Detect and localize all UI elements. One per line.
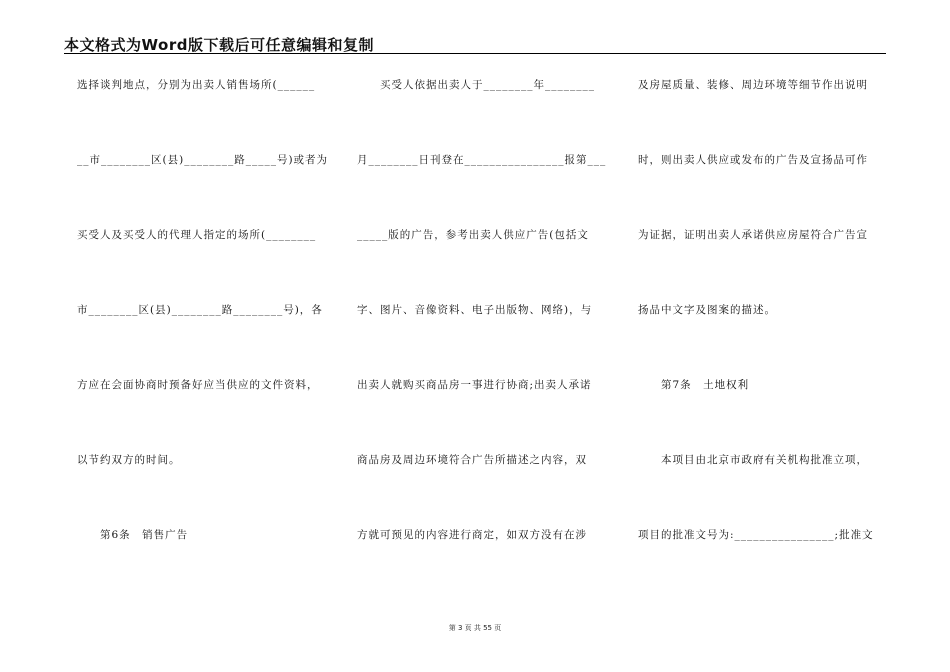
- text-line: 方应在会面协商时预备好应当供应的文件资料，: [77, 379, 319, 391]
- section-heading: 第6条 销售广告: [77, 529, 189, 541]
- text-line: 项目的批准文号为:________________;批准文: [638, 529, 874, 541]
- text-line: 字、图片、音像资料、电子出版物、网络)，与: [357, 304, 593, 316]
- text-line: _____版的广告，参考出卖人供应广告(包括文: [357, 229, 589, 241]
- text-line: 出卖人就购买商品房一事进行协商;出卖人承诺: [357, 379, 592, 391]
- text-line: 选择谈判地点，分别为出卖人销售场所(______: [77, 79, 316, 91]
- text-line: 及房屋质量、装修、周边环境等细节作出说明: [638, 79, 868, 91]
- header-divider: [64, 53, 886, 54]
- text-line: 市________区(县)________路________号)，各: [77, 304, 323, 316]
- text-line: 时，则出卖人供应或发布的广告及宣扬品可作: [638, 154, 868, 166]
- text-line: 以节约双方的时间。: [77, 454, 181, 466]
- text-line: 月________日刊登在________________报第___: [357, 154, 607, 166]
- text-line: 商品房及周边环境符合广告所描述之内容，双: [357, 454, 587, 466]
- text-line: __市________区(县)________路_____号)或者为: [77, 154, 329, 166]
- text-line: 买受人及买受人的代理人指定的场所(________: [77, 229, 317, 241]
- text-line: 方就可预见的内容进行商定，如双方没有在涉: [357, 529, 587, 541]
- text-line: 为证据，证明出卖人承诺供应房屋符合广告宣: [638, 229, 868, 241]
- text-line: 本项目由北京市政府有关机构批准立项，: [638, 454, 868, 466]
- page-number: 第 3 页 共 55 页: [448, 624, 502, 632]
- text-line: 扬品中文字及图案的描述。: [638, 304, 776, 316]
- text-line: 买受人依据出卖人于________年________: [357, 79, 595, 91]
- header-title: 本文格式为Word版下载后可任意编辑和复制: [64, 36, 374, 54]
- section-heading: 第7条 土地权利: [638, 379, 750, 391]
